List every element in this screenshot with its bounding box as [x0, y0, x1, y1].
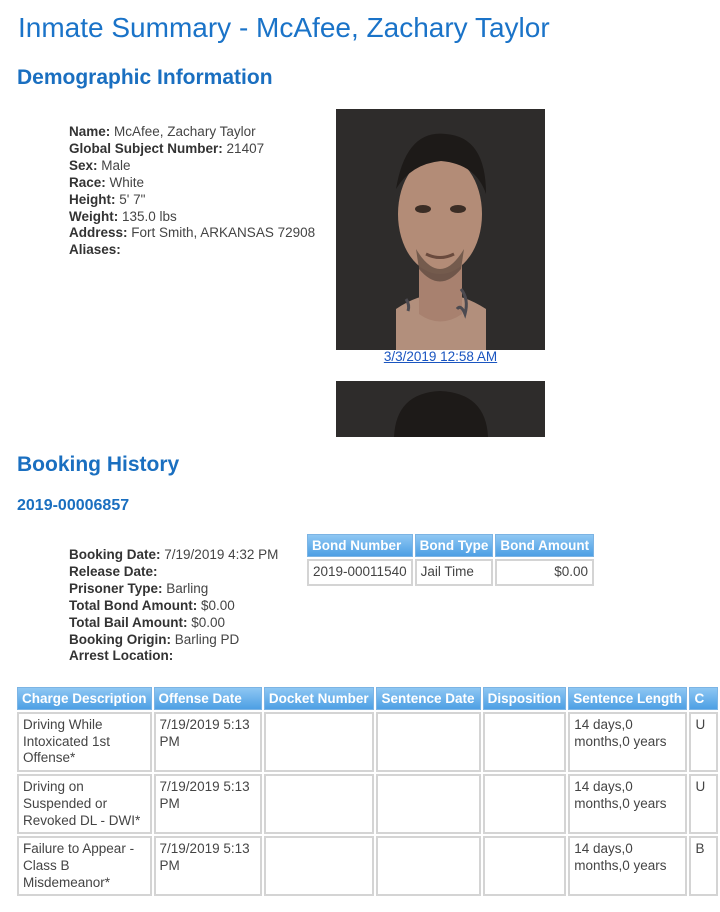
- info-row-weight: [69, 209, 315, 226]
- info-value: $0.00: [200, 597, 235, 613]
- info-row-total-bond: [69, 598, 278, 615]
- sentence-length-cell: 14 days,0 months,0 years: [568, 836, 687, 896]
- extra-column-cell: U: [689, 774, 718, 834]
- table-row: [17, 712, 718, 772]
- info-row-prisoner-type: [69, 581, 278, 598]
- demographic-info: [69, 124, 315, 259]
- bond-number-cell: 2019-00011540: [307, 559, 413, 586]
- booking-info: [69, 547, 278, 665]
- info-row-booking-origin: [69, 632, 278, 649]
- disposition-cell: [483, 774, 567, 834]
- info-value: Barling PD: [174, 631, 240, 647]
- info-label: Address:: [69, 225, 128, 241]
- info-label: Release Date:: [69, 563, 158, 579]
- info-row-aliases: [69, 242, 315, 259]
- booking-number: 2019-00006857: [17, 497, 130, 514]
- offense-date-cell: 7/19/2019 5:13 PM: [154, 712, 262, 772]
- sentence-length-cell: 14 days,0 months,0 years: [568, 774, 687, 834]
- charges-table-header-row: [17, 687, 718, 710]
- bond-amount-cell: $0.00: [495, 559, 594, 586]
- mugshot-image-2: [336, 381, 545, 437]
- info-row-name: [69, 124, 315, 141]
- info-label: Total Bond Amount:: [69, 597, 198, 613]
- info-row-arrest-location: [69, 648, 278, 665]
- info-label: Race:: [69, 174, 106, 190]
- info-label: Booking Date:: [69, 547, 161, 562]
- offense-date-cell: 7/19/2019 5:13 PM: [154, 836, 262, 896]
- charge-description-cell: Failure to Appear - Class B Misdemeanor*: [17, 836, 152, 896]
- extra-column-cell: B: [689, 836, 718, 896]
- booking-history-heading: Booking History: [17, 453, 180, 476]
- info-row-height: [69, 192, 315, 209]
- charge-description-header: Charge Description: [17, 687, 152, 710]
- info-value: 135.0 lbs: [122, 208, 177, 224]
- info-row-sex: [69, 158, 315, 175]
- info-value: 21407: [226, 140, 265, 156]
- extra-column-cell: U: [689, 712, 718, 772]
- docket-number-cell: [264, 774, 375, 834]
- table-row: [17, 774, 718, 834]
- docket-number-cell: [264, 836, 375, 896]
- info-label: Height:: [69, 191, 116, 207]
- bond-amount-header: Bond Amount: [495, 534, 594, 557]
- extra-column-header: C: [689, 687, 718, 710]
- info-label: Booking Origin:: [69, 631, 171, 647]
- info-label: Total Bail Amount:: [69, 614, 188, 630]
- bond-table: [305, 532, 596, 588]
- bond-table-header-row: [307, 534, 594, 557]
- charge-description-cell: Driving While Intoxicated 1st Offense*: [17, 712, 152, 772]
- info-value: 7/19/2019 4:32 PM: [164, 547, 279, 562]
- info-value: Fort Smith, ARKANSAS 72908: [131, 225, 316, 241]
- charge-description-cell: Driving on Suspended or Revoked DL - DWI*: [17, 774, 152, 834]
- info-value: Barling: [166, 580, 209, 596]
- offense-date-cell: 7/19/2019 5:13 PM: [154, 774, 262, 834]
- table-row: [307, 559, 594, 586]
- info-row-total-bail: [69, 615, 278, 632]
- info-row-booking-date: [69, 547, 278, 564]
- info-value: McAfee, Zachary Taylor: [114, 124, 256, 139]
- info-value: Male: [101, 157, 131, 173]
- info-label: Aliases:: [69, 242, 121, 258]
- info-value: White: [109, 174, 145, 190]
- sentence-length-header: Sentence Length: [568, 687, 687, 710]
- mugshot-photo: [336, 109, 545, 350]
- sentence-date-cell: [376, 712, 480, 772]
- info-label: Arrest Location:: [69, 648, 174, 664]
- info-label: Weight:: [69, 208, 119, 224]
- bond-type-cell: Jail Time: [415, 559, 494, 586]
- demographics-heading: Demographic Information: [17, 66, 273, 89]
- info-row-global-subject-number: [69, 141, 315, 158]
- info-row-release-date: [69, 564, 278, 581]
- docket-number-cell: [264, 712, 375, 772]
- info-label: Prisoner Type:: [69, 580, 163, 596]
- sentence-date-header: Sentence Date: [376, 687, 480, 710]
- offense-date-header: Offense Date: [154, 687, 262, 710]
- sentence-date-cell: [376, 836, 480, 896]
- info-value: 5' 7": [119, 191, 146, 207]
- info-label: Global Subject Number:: [69, 140, 223, 156]
- charges-table: [15, 685, 720, 898]
- disposition-cell: [483, 712, 567, 772]
- info-label: Sex:: [69, 157, 98, 173]
- sentence-length-cell: 14 days,0 months,0 years: [568, 712, 687, 772]
- sentence-date-cell: [376, 774, 480, 834]
- mugshot-photo-2: [336, 381, 545, 437]
- page-title: Inmate Summary - McAfee, Zachary Taylor: [18, 12, 550, 43]
- bond-number-header: Bond Number: [307, 534, 413, 557]
- bond-type-header: Bond Type: [415, 534, 494, 557]
- disposition-header: Disposition: [483, 687, 567, 710]
- info-label: Name:: [69, 124, 111, 139]
- table-row: [17, 836, 718, 896]
- mugshot-image: [336, 109, 545, 350]
- info-row-address: [69, 225, 315, 242]
- docket-number-header: Docket Number: [264, 687, 375, 710]
- disposition-cell: [483, 836, 567, 896]
- info-value: $0.00: [191, 614, 226, 630]
- photo-date-link[interactable]: 3/3/2019 12:58 AM: [383, 349, 498, 364]
- info-row-race: [69, 175, 315, 192]
